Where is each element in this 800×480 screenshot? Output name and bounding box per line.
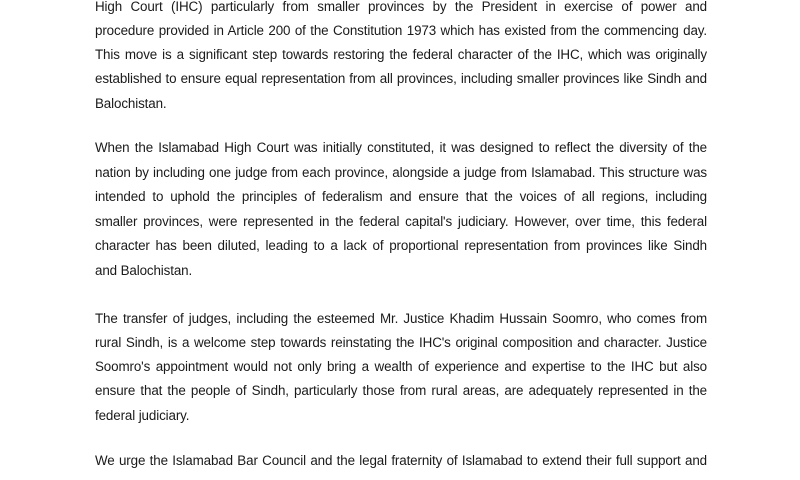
paragraph-1-line-4: established to ensure equal representation from all provinces, including smaller provinces like Sindh and — [95, 71, 707, 86]
paragraph-1-line-3: This move is a significant step towards restoring the federal character of the IHC, which was originally — [95, 47, 707, 62]
paragraph-3-line-5: federal judiciary. — [95, 408, 190, 423]
paragraph-2-line-5: character has been diluted, leading to a lack of proportional representation from provinces like Sindh — [95, 238, 707, 253]
paragraph-2-line-3: intended to uphold the principles of federalism and ensure that the voices of all regions, including — [95, 189, 707, 204]
paragraph-4-line-1: We urge the Islamabad Bar Council and the legal fraternity of Islamabad to extend their full support and — [95, 453, 707, 468]
paragraph-3-line-2: rural Sindh, is a welcome step towards reinstating the IHC's original composition and character. Justice — [95, 335, 707, 350]
paragraph-2-line-2: nation by including one judge from each province, alongside a judge from Islamabad. This structure was — [95, 165, 707, 180]
paragraph-3-line-1: The transfer of judges, including the esteemed Mr. Justice Khadim Hussain Soomro, who comes from — [95, 311, 707, 326]
paragraph-3-line-4: ensure that the people of Sindh, particularly those from rural areas, are adequately represented in the — [95, 383, 707, 398]
paragraph-1-line-2: procedure provided in Article 200 of the Constitution 1973 which has existed from the commencing day. — [95, 23, 707, 38]
paragraph-3-line-3: Soomro's appointment would not only bring a wealth of experience and expertise to the IHC but also — [95, 359, 707, 374]
paragraph-2-line-4: smaller provinces, were represented in the federal capital's judiciary. However, over time, this federal — [95, 214, 707, 229]
paragraph-2-line-6: and Balochistan. — [95, 263, 193, 278]
paragraph-2-line-1: When the Islamabad High Court was initially constituted, it was designed to reflect the diversity of the — [95, 140, 707, 155]
paragraph-1-line-5: Balochistan. — [95, 96, 167, 111]
paragraph-1-line-1: High Court (IHC) particularly from smaller provinces by the President in exercise of power and — [95, 0, 707, 14]
